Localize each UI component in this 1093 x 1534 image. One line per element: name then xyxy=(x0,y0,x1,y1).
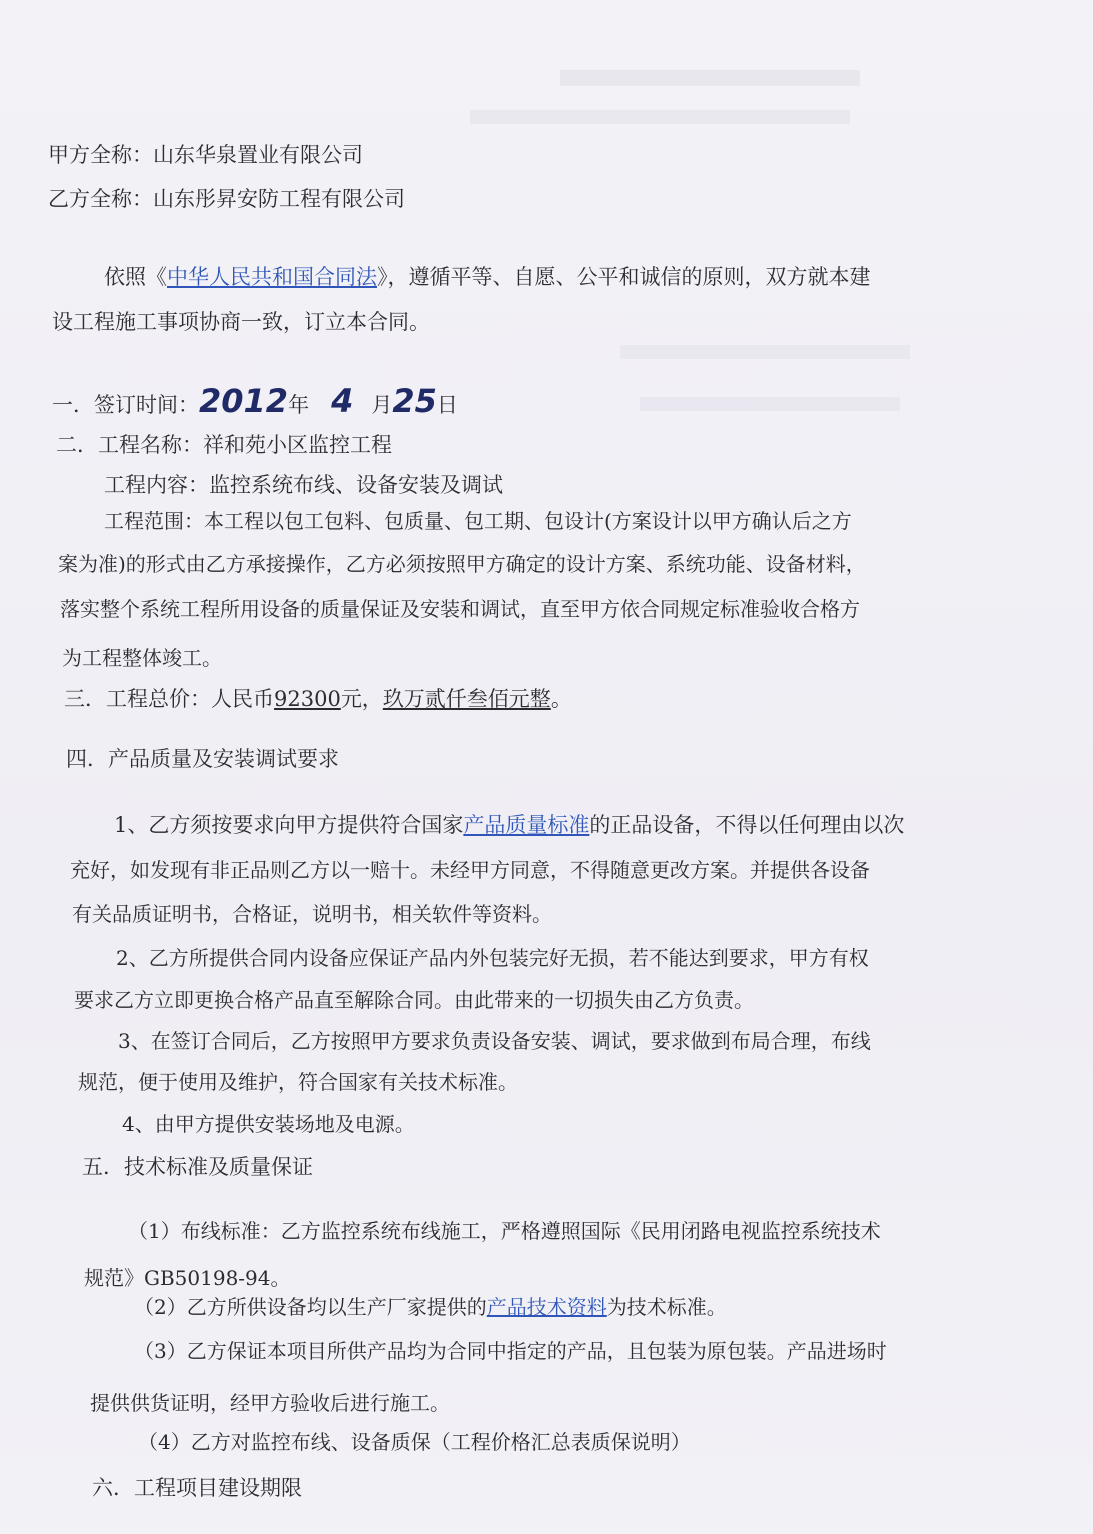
item-1-line-2: 充好，如发现有非正品则乙方以一赔十。未经甲方同意，不得随意更改方案。并提供各设备 xyxy=(70,858,870,882)
party-b-name: 山东彤昇安防工程有限公司 xyxy=(153,187,405,211)
project-scope-line-1: 工程范围：本工程以包工包料、包质量、包工期、包设计(方案设计以甲方确认后之方 xyxy=(104,509,852,533)
bleed-through-mark xyxy=(470,110,850,124)
party-b-line xyxy=(48,184,405,214)
item-3-line-1: 3、在签订合同后，乙方按照甲方要求负责设备安装、调试，要求做到布局合理，布线 xyxy=(118,1029,871,1053)
intro-text: 依照《 xyxy=(104,265,167,289)
intro-line-2: 设工程施工事项协商一致，订立本合同。 xyxy=(52,310,430,334)
item-3-line-2: 规范，便于使用及维护，符合国家有关技术标准。 xyxy=(78,1070,518,1094)
item-1-text: 的正品设备，不得以任何理由以次 xyxy=(589,813,905,837)
project-name-line: 二．工程名称：祥和苑小区监控工程 xyxy=(56,433,392,457)
item-1-line-3: 有关品质证明书，合格证，说明书，相关软件等资料。 xyxy=(72,902,552,926)
bleed-through-mark xyxy=(560,70,860,86)
total-price-amount: 92300 xyxy=(274,687,341,711)
total-price-label: 三．工程总价：人民币 xyxy=(64,687,274,711)
intro-text: 》，遵循平等、自愿、公平和诚信的原则，双方就本建 xyxy=(377,265,871,289)
year-unit: 年 xyxy=(288,393,310,417)
party-a-label: 甲方全称： xyxy=(48,143,153,167)
item-2-line-1: 2、乙方所提供合同内设备应保证产品内外包装完好无损，若不能达到要求，甲方有权 xyxy=(116,946,869,970)
project-scope-line-4: 为工程整体竣工。 xyxy=(62,646,222,670)
section-4-title: 四．产品质量及安装调试要求 xyxy=(66,747,339,771)
bleed-through-mark xyxy=(620,345,910,359)
item-1-line-1 xyxy=(114,810,904,840)
standard-4-line: （4）乙方对监控布线、设备质保（工程价格汇总表质保说明） xyxy=(138,1430,691,1454)
standard-3-line-1: （3）乙方保证本项目所供产品均为合同中指定的产品，且包装为原包装。产品进场时 xyxy=(134,1339,887,1363)
section-5-title: 五．技术标准及质量保证 xyxy=(82,1155,313,1179)
standard-2-text: （2）乙方所供设备均以生产厂家提供的 xyxy=(134,1295,487,1319)
technical-data-link[interactable]: 产品技术资料 xyxy=(486,1295,607,1319)
item-1-text: 1、乙方须按要求向甲方提供符合国家 xyxy=(114,813,464,837)
section-6-title: 六．工程项目建设期限 xyxy=(92,1476,302,1500)
standard-1-line-1: （1）布线标准：乙方监控系统布线施工，严格遵照国际《民用闭路电视监控系统技术 xyxy=(128,1219,881,1243)
item-4-line: 4、由甲方提供安装场地及电源。 xyxy=(122,1112,415,1136)
signing-date-label: 一．签订时间： xyxy=(52,393,199,417)
total-price-line xyxy=(64,684,572,714)
month-unit: 月 xyxy=(371,393,393,417)
handwritten-year: 2012 xyxy=(199,382,289,420)
standard-3-line-2: 提供供货证明，经甲方验收后进行施工。 xyxy=(90,1391,450,1415)
project-scope-line-2: 案为准)的形式由乙方承接操作，乙方必须按照甲方确定的设计方案、系统功能、设备材料， xyxy=(58,552,866,576)
project-scope-line-3: 落实整个系统工程所用设备的质量保证及安装和调试，直至甲方依合同规定标准验收合格方 xyxy=(60,597,860,621)
standard-2-line xyxy=(134,1292,727,1322)
party-a-name: 山东华泉置业有限公司 xyxy=(153,143,363,167)
total-price-words: 玖万贰仟叁佰元整 xyxy=(382,687,551,711)
bleed-through-mark xyxy=(640,397,900,411)
standard-1-line-2: 规范》GB50198-94。 xyxy=(84,1266,291,1290)
project-content-line: 工程内容：监控系统布线、设备安装及调试 xyxy=(104,473,503,497)
party-a-line xyxy=(48,140,363,170)
quality-standard-link[interactable]: 产品质量标准 xyxy=(463,813,590,837)
contract-law-link[interactable]: 中华人民共和国合同法 xyxy=(167,265,377,289)
item-2-line-2: 要求乙方立即更换合格产品直至解除合同。由此带来的一切损失由乙方负责。 xyxy=(74,988,754,1012)
total-price-unit: 元， xyxy=(340,687,383,711)
total-price-end: 。 xyxy=(550,687,572,711)
intro-line-1 xyxy=(104,262,871,292)
handwritten-month: 4 xyxy=(331,382,354,420)
signing-date-line xyxy=(52,382,458,420)
day-unit: 日 xyxy=(436,393,458,417)
standard-2-text: 为技术标准。 xyxy=(606,1295,727,1319)
handwritten-day: 25 xyxy=(392,382,437,420)
party-b-label: 乙方全称： xyxy=(48,187,153,211)
